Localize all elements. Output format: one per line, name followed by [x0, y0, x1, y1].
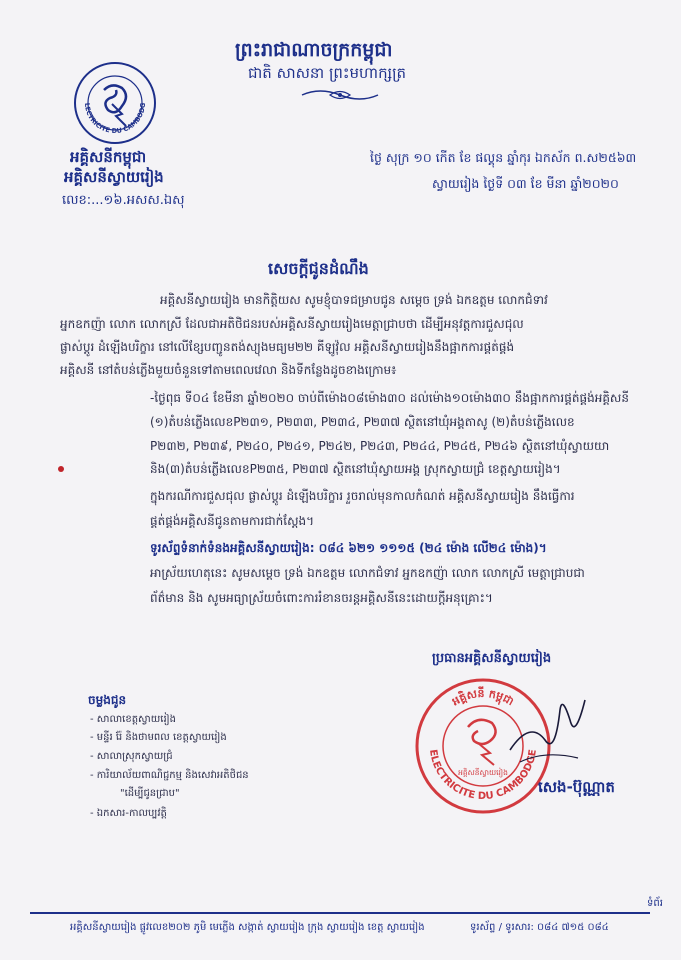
svg-text:ELECTRICITE DU CAMBODGE: LECTRICITE DU CAMBODG [82, 102, 148, 136]
body-line: ក្នុងករណីការជួសជុល ផ្លាស់ប្ដូរ ដំឡើងបរិក្ខារ រួចរាល់មុនកាលកំណត់ អគ្គិសនីស្វាយរៀង នឹងធ្វើការ [150, 489, 575, 503]
body-line: -ថ្ងៃពុធ ទី០៤ ខែមីនា ឆ្នាំ២០២០ ចាប់ពីម៉ោង០៨ម៉ោង៣០ ដល់ម៉ោង១០ម៉ោង៣០ នឹងផ្អាកការផ្គត់ផ្គង់អគ្គិសនី [150, 391, 629, 405]
cc-item: - ឯកសារ-កាលប្បវត្តិ [90, 808, 167, 819]
svg-text:អគ្គិសនី កម្ពុជា: អគ្គិសនី កម្ពុជា [449, 686, 517, 709]
footer-divider [30, 912, 650, 914]
reference-number: លេខ:...១៦.អសស.ឯសុ [62, 193, 185, 208]
handwritten-signature [500, 680, 590, 770]
body-line: អ្នកឧកញ៉ា លោក លោកស្រី ដែលជាអតិថិជនរបស់អគ្គិសនីស្វាយរៀងមេត្ដាជ្រាបថា ដើម្បីអនុវត្តការជួសជុល [60, 317, 524, 331]
svg-text:អគ្គិសនីស្វាយរៀង: អគ្គិសនីស្វាយរៀង [458, 768, 508, 777]
body-line: អាស្រ័យហេតុនេះ សូមសម្ដេច ទ្រង់ ឯកឧត្ដម លោកជំទាវ អ្នកឧកញ៉ា លោក លោកស្រី មេត្ដាជ្រាបជា [150, 566, 585, 580]
page-mark: ទំព័រ [647, 898, 663, 909]
cc-item: - សាលាខេត្តស្វាយរៀង [90, 714, 176, 725]
lunar-date: ថ្ងៃ សុក្រ ១០ កើត ខែ ផល្គុន ឆ្នាំកុរ ឯកស័ក ព.ស២៥៦៣ [370, 150, 637, 165]
body-line: (១)តំបន់ភ្លើងលេខP២៣១, P២៣៣, P២៣៤, P២៣៧ ស្ថិតនៅឃុំអង្គតាសូ (២)តំបន់ភ្លើងលេខ [150, 415, 575, 429]
cc-item: - មន្ទីរ រ៉ែ និងថាមពល ខេត្តស្វាយរៀង [90, 732, 227, 743]
body-line: អគ្គិសនី នៅតំបន់ភ្លើងមួយចំនួនទៅតាមពេលវេលា និងទីកន្លែងដូចខាងក្រោម៖ [60, 363, 397, 377]
gregorian-date: ស្វាយរៀង ថ្ងៃទី ០៣ ខែ មីនា ឆ្នាំ២០២០ [432, 176, 619, 191]
signatory-title: ប្រធានអគ្គិសនីស្វាយរៀង [432, 651, 552, 666]
body-line: អគ្គិសនីស្វាយរៀង មានកិត្តិយស សូមខ្ញុំបាទជម្រាបជូន សម្ដេច ទ្រង់ ឯកឧត្ដម លោកជំទាវ [160, 293, 548, 307]
contact-phone-line: ទូរស័ព្ទទំនាក់ទំនងអគ្គិសនីស្វាយរៀង: ០៨៤ ៦២១ ១១១៥ (២៤ ម៉ោង លើ២៤ ម៉ោង)។ [150, 541, 547, 555]
national-motto: ជាតិ សាសនា ព្រះមហាក្សត្រ [248, 64, 407, 82]
cc-item: - ការិយាល័យពាណិជ្ជកម្ម និងសេវាអតិថិជន [90, 770, 249, 781]
cc-heading: ចម្លងជូន [88, 693, 127, 707]
edc-logo [72, 60, 158, 146]
kingdom-heading: ព្រះរាជាណាចក្រកម្ពុជា [235, 39, 393, 61]
tacteng-ornament-icon [300, 86, 380, 104]
org-name-primary: អគ្គិសនីកម្ពុជា [70, 148, 147, 166]
footer-phone: ទូរស័ព្ទ / ទូរសារ: ០៨៤ ៧១៥ ០៨៤ [470, 922, 609, 933]
body-line: ព័ត៌មាន និង សូមអធ្យាស្រ័យចំពោះការរំខានចរន្តអគ្គិសនីនេះដោយក្ដីអនុគ្រោះ។ [150, 591, 493, 605]
notice-title: សេចក្ដីជូនដំណឹង [268, 259, 369, 278]
body-line: និង(៣)តំបន់ភ្លើងលេខP២៣៥, P២៣៧ ស្ថិតនៅឃុំស្វាយអង្គ ស្រុកស្វាយជ្រំ ខេត្តស្វាយរៀង។ [150, 462, 561, 476]
org-name-branch: អគ្គិសនីស្វាយរៀង [64, 168, 164, 186]
ink-dot [58, 466, 64, 472]
footer-address: អគ្គិសនីស្វាយរៀង ផ្លូវលេខ២០២ ភូមិ មេភ្លើង សង្កាត់ ស្វាយរៀង ក្រុង ស្វាយរៀង ខេត្ត ស្វាយរៀង [70, 922, 425, 933]
body-line: P២៣២, P២៣៩, P២៤០, P២៤១, P២៤២, P២៤៣, P២៤៤, P២៤៥, P២៤៦ ស្ថិតនៅឃុំស្វាយយា [150, 439, 610, 453]
signatory-name: សេង-ប៊ុណ្ណាត [538, 778, 615, 796]
svg-text:ELECTRICITE DU CAMBODGE: ELECTRICITE DU CAMBODGE [427, 748, 539, 803]
cc-item: - សាលាស្រុកស្វាយជ្រំ [90, 751, 173, 762]
body-line: ផ្លាស់ប្ដូរ ដំឡើងបរិក្ខារ នៅលើខ្សែបញ្ជូនតង់ស្យុងមធ្យម២២ គីឡូវ៉ុល អគ្គិសនីស្វាយរៀងនឹងផ្អាកការផ្គត់ផ្គង់ [60, 340, 515, 354]
body-line: ផ្គត់ផ្គង់អគ្គិសនីជូនតាមការជាក់ស្ដែង។ [150, 514, 315, 528]
cc-item: "ដើម្បីជូនជ្រាប" [120, 788, 180, 799]
